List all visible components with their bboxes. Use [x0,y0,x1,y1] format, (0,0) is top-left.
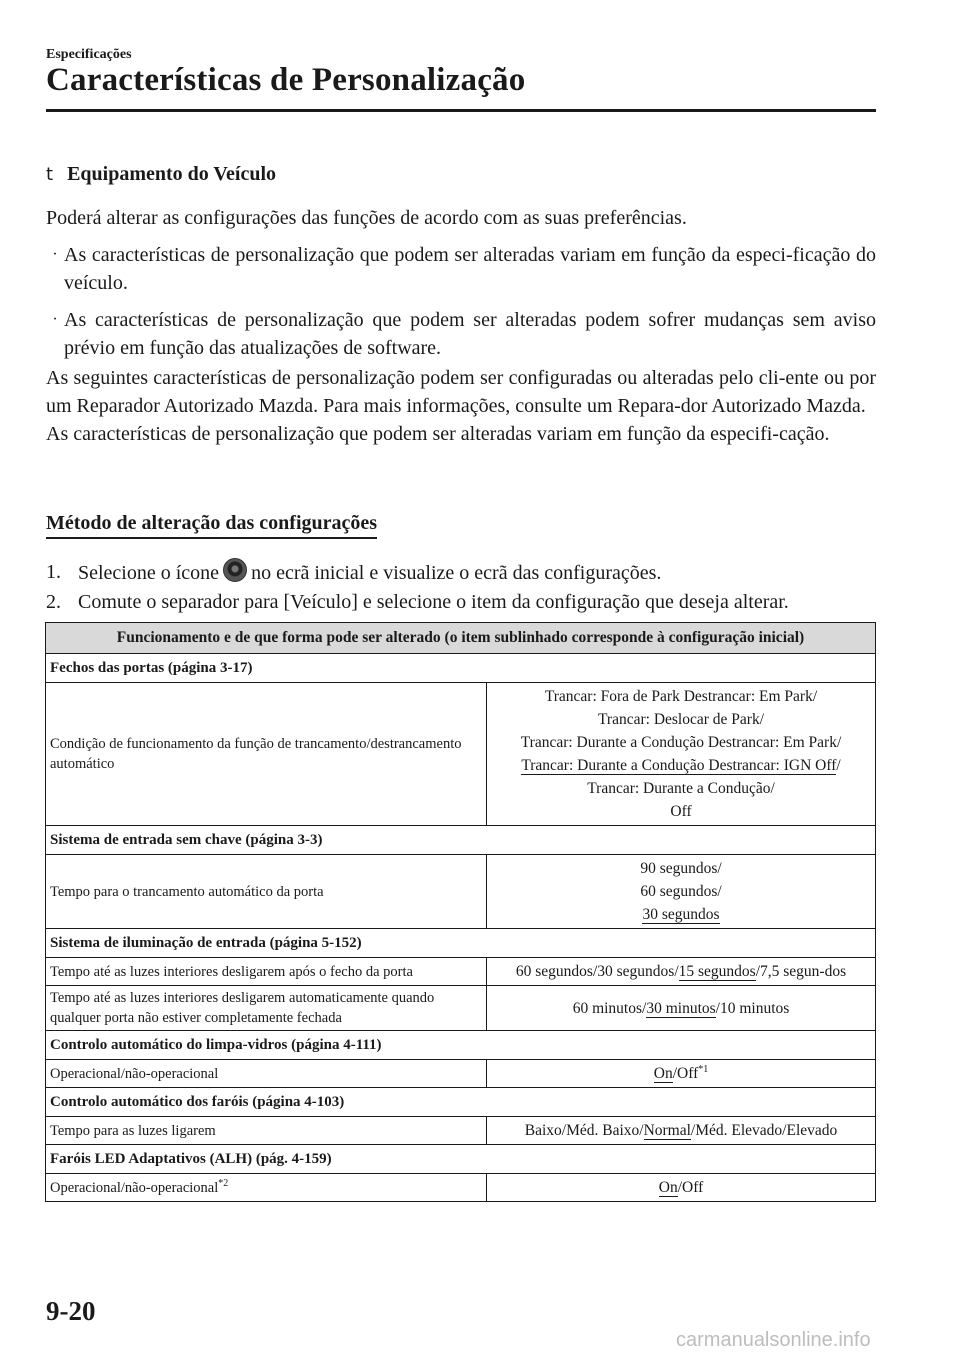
default-option: 30 segundos [642,906,720,923]
table-header: Funcionamento e de que forma pode ser alterado (o item sublinhado corresponde à configuração inicial) [46,623,876,654]
setting-label: Tempo para o trancamento automático da porta [46,855,487,929]
bullet-icon: · [52,311,58,328]
option-text: 90 segundos/ [640,860,722,877]
option-text: 60 segundos/30 segundos/ [515,963,679,980]
option-text: Trancar: Deslocar de Park/ [598,711,764,728]
option-text: /Off [672,1065,699,1082]
default-option: 15 segundos [678,963,756,980]
default-option: Normal [643,1122,691,1139]
setting-label: Condição de funcionamento da função de trancamento/destrancamento automático [46,683,487,826]
option-text: 60 segundos/ [640,883,722,900]
steps-list [46,558,886,617]
table-row [46,958,876,986]
default-option: On [653,1065,673,1082]
category-door-locks: Fechos das portas (página 3-17) [46,654,876,683]
table-header-row [46,623,876,654]
bullet-list [46,241,876,371]
step-text: Comute o separador para [Veículo] e selecione o item da configuração que deseja alterar. [78,591,789,613]
table-row [46,986,876,1031]
option-default-row [491,754,871,777]
setting-options [487,986,876,1031]
setting-label [46,1174,487,1202]
step-number: 1. [46,561,61,583]
breadcrumb: Especificações [46,47,132,62]
page-number: 9-20 [46,1296,96,1326]
table-row [46,654,876,683]
table-row [46,1060,876,1088]
step-text-after: no ecrã inicial e visualize o ecrã das configurações. [251,562,662,584]
setting-label: Tempo até as luzes interiores desligarem automaticamente quando qualquer porta não estiver completamente fechada [46,986,487,1031]
option-text: Off [670,803,692,820]
table-row [46,855,876,929]
watermark: carmanualsonline.info [676,1329,871,1351]
method-heading: Método de alteração das configurações [46,510,377,539]
option-text: Baixo/Méd. Baixo/ [524,1122,644,1139]
option-text: Trancar: Durante a Condução/ [587,780,775,797]
step-1 [46,558,886,588]
intro-paragraph: Poderá alterar as configurações das funções de acordo com as suas preferências. [46,207,687,229]
option-text: Trancar: Durante a Condução Destrancar: Em Park/ [520,734,842,751]
option-text: /10 minutos [715,999,790,1017]
table-row [46,929,876,958]
table-row [46,1145,876,1174]
setting-label: Tempo até as luzes interiores desligarem após o fecho da porta [46,958,487,986]
customization-table [45,622,876,1202]
category-adaptive-led-headlights: Faróis LED Adaptativos (ALH) (pág. 4-159) [46,1145,876,1174]
bullet-text: As características de personalização que podem ser alteradas podem sofrer mudanças sem aviso prévio em função das atualizações de software. [64,309,876,359]
page-title: Características de Personalização [46,62,526,98]
list-item [46,306,876,362]
category-auto-wiper: Controlo automático do limpa-vidros (página 4-111) [46,1031,876,1060]
option-text: /Off [677,1179,704,1196]
category-auto-headlights: Controlo automático dos faróis (página 4-103) [46,1088,876,1117]
setting-options [487,958,876,986]
default-option: On [658,1179,678,1196]
setting-options [487,683,876,826]
table-row [46,683,876,826]
default-option: Trancar: Durante a Condução Destrancar: IGN Off [521,757,837,774]
default-option: 30 minutos [646,999,716,1017]
category-entry-lighting: Sistema de iluminação de entrada (página 5-152) [46,929,876,958]
bullet-icon: · [52,246,58,263]
step-number: 2. [46,591,61,613]
setting-label: Operacional/não-operacional [46,1060,487,1088]
table-row [46,1174,876,1202]
option-text: /Méd. Elevado/Elevado [690,1122,838,1139]
paragraph-text: As características de personalização que podem ser alteradas variam em função da especifi-cação. [46,423,830,445]
step-text [78,558,661,588]
option-text: 60 minutos/ [572,999,647,1017]
title-divider [46,109,876,112]
bullet-text: As características de personalização que podem ser alteradas variam em função da especi-ficação do veículo. [64,244,876,294]
label-text: Operacional/não-operacional [50,1179,219,1196]
table-row [46,1088,876,1117]
settings-gear-icon [223,558,247,582]
option-text: Trancar: Fora de Park Destrancar: Em Park/ [544,688,818,705]
section-heading [46,163,276,186]
section-heading-text: Equipamento do Veículo [67,163,277,185]
footnote-marker: *2 [218,1177,229,1189]
paragraph-text: As seguintes características de personalização podem ser configuradas ou alteradas pelo cli-ente ou por um Reparador Autorizado Mazda. Para mais informações, consulte um Repara-dor Autorizado Mazda. [46,367,876,417]
category-keyless-entry: Sistema de entrada sem chave (página 3-3) [46,826,876,855]
option-text: /7,5 segun-dos [755,963,847,980]
table-row [46,1117,876,1145]
setting-options [487,855,876,929]
footnote-marker: *1 [698,1063,709,1075]
setting-options [487,1060,876,1088]
table-row [46,826,876,855]
option-separator: / [836,757,841,774]
table-row [46,1031,876,1060]
step-2 [46,588,886,617]
setting-label: Tempo para as luzes ligarem [46,1117,487,1145]
step-text-before: Selecione o ícone [78,562,220,584]
customization-paragraph [46,364,876,448]
setting-options [487,1174,876,1202]
setting-options [487,1117,876,1145]
list-item [46,241,876,297]
section-marker-icon: t [46,164,54,185]
